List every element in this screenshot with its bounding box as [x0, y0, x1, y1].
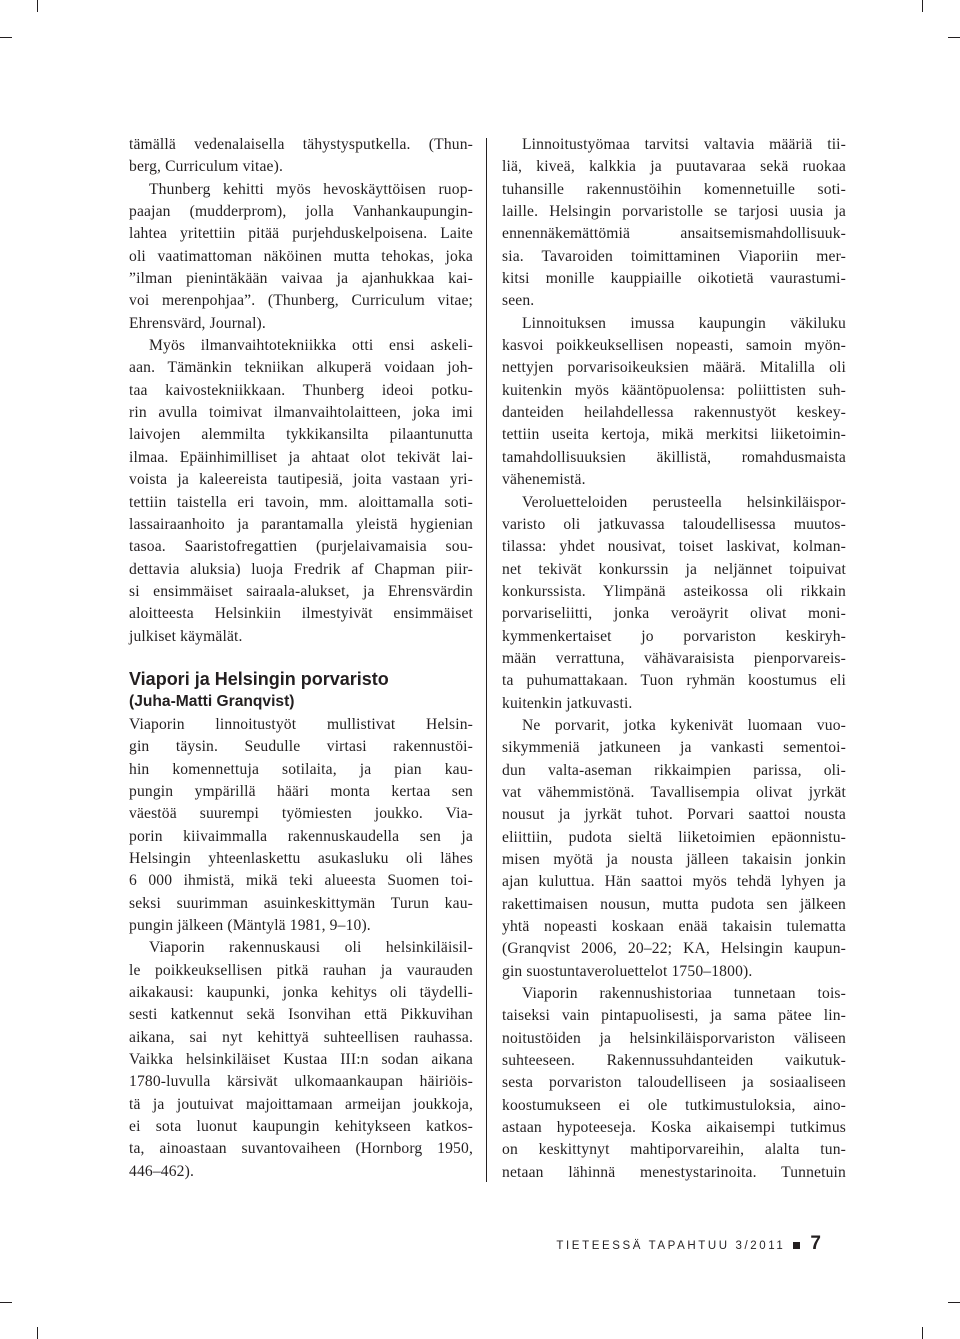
text-line: Helsingin yhteenlaskettu asukasluku oli lähes [129, 849, 473, 867]
text-line: nettyjen porvarisoikeuksien määrä. Mitalilla oli [502, 359, 846, 377]
text-line: ta puhumattakaan. Tuon ryhmän koostumus eli [502, 672, 846, 690]
text-line: misen myötä ja nousta jälleen takaisin jonkin [502, 851, 846, 868]
text-line: Viaporin linnoitustyöt mullistivat Helsin- [129, 715, 473, 733]
text-line: berg, Curriculum vitae). [129, 158, 284, 176]
text-line: rin avulla toimivat ilmanvaihtolaitteen, joka imi [129, 404, 473, 422]
left-text-column [129, 134, 473, 1183]
text-line: aikana, sai nyt kehittyä suhteellisen rauhassa. [129, 1028, 473, 1046]
text-line: 446–462). [129, 1162, 195, 1180]
text-line: dettavia aluksia) luoja Fredrik af Chapman piir- [129, 560, 473, 578]
text-line: kitsi monille kauppiaille oikotietä vaurastumi- [502, 270, 846, 288]
text-line: oli vaatimattoman näköinen mutta tehokas, joka [129, 247, 473, 265]
text-line: ilmaa. Epäinhimilliset ja ahtaat olot tekivät lai- [129, 448, 473, 466]
text-line: ta, ainoastaan suvantovaiheen (Hornborg 1950, [129, 1140, 473, 1158]
text-line: lassairaanhoito ja parantamalla yleistä hygienian [129, 515, 473, 533]
text-line: yhtä nopeasti koskaan enää takaisin tulematta [502, 918, 846, 936]
text-line: porin kiivaimmalla rakennuskaudella sen ja [129, 827, 473, 845]
text-line: vähenemistä. [502, 471, 586, 489]
text-line: noitustöiden ja helsinkiläisporvariston väliseen [502, 1029, 846, 1047]
text-line: eliittiin, pudota sieltä liiketoimien epäonnistu- [502, 828, 846, 846]
text-line: Thunberg kehitti myös hevoskäyttöisen ruop- [149, 180, 473, 198]
crop-mark-top-right [948, 37, 960, 38]
text-line: julkiset käymälät. [129, 627, 243, 645]
text-line: koostumukseen ei ole tutkimustuloksia, aino- [502, 1096, 846, 1114]
text-line: vat vähemmistönä. Tavallisempia olivat jyrkät [502, 783, 846, 801]
text-line: lahtea yritettiin pitää purjehduskelpoisena. Laite [129, 225, 473, 243]
text-line: paajan (mudderprom), jolla Vanhankaupungin- [129, 203, 473, 221]
text-line: tuhansille rakennustöihin komennetuille soti- [502, 180, 846, 198]
text-line: taa kaivostekniikkaan. Thunberg ideoi potku- [129, 381, 473, 399]
text-line: ”ilman pienintäkään vaivaa ja ajanhukkaa kai- [129, 270, 473, 288]
text-line: laille. Helsingin porvaristolle se tarjosi uusia ja [502, 203, 846, 221]
text-line: tilassa: yhdet nousivat, toiset laskivat, kolman- [502, 538, 846, 556]
text-line: Myös ilmanvaihtotekniikka otti ensi askeli- [149, 337, 473, 355]
crop-mark-bottom-right [948, 1302, 960, 1303]
text-line: Vaikka helsinkiläiset Kustaa III:n sodan aikana [129, 1051, 473, 1069]
text-line: Ne porvarit, jotka kykenivät luomaan vuo- [522, 716, 846, 734]
page-footer [556, 1233, 821, 1255]
text-line: ajan kuluttua. Hän saattoi myös tehdä lyhyen ja [502, 873, 846, 891]
text-line: gin suostuntaveroluettelot 1750–1800). [502, 962, 753, 980]
text-line: Viaporin rakennushistoriaa tunnetaan tois- [522, 985, 846, 1003]
text-line: net tekivät konkurssin ja neljännet toipuivat [502, 560, 846, 578]
text-line: laivojen alemmilta tykkikansilta pilaantunutta [129, 426, 473, 444]
text-line: Ehrensvärd, Journal). [129, 314, 266, 332]
column-divider [486, 138, 487, 1182]
text-line: tettiin taistella eri tavoin, mm. aloittamalla soti- [129, 493, 473, 511]
text-line: Linnoitustyömaa tarvitsi valtavia määriä tii- [522, 136, 846, 153]
right-text-column [502, 134, 846, 1184]
text-line: le poikkeuksellisen pitkä rauhan ja vaurauden [129, 961, 473, 979]
crop-mark-bottom-left-vertical [37, 1327, 38, 1339]
text-line: väestöä suurempi työmiesten joukko. Via- [129, 805, 473, 823]
text-line: hin komennettuja sotilaita, ja pian kau- [129, 760, 473, 778]
text-line: kymmenkertaiset jo porvariston keskiryh- [502, 627, 846, 645]
text-line: aan. Tämänkin tekniikan alkuperä voidaan joh- [129, 359, 473, 377]
text-line: (Granqvist 2006, 20–22; KA, Helsingin kaupun- [502, 940, 846, 958]
text-line: nousut ja jyrkät tuhot. Porvari saattoi nousta [502, 806, 846, 824]
text-line: si ensimmäiset sairaala-alukset, ja Ehrensvärdin [129, 582, 473, 600]
text-line: suhteeseen. Rakennussuhdanteiden vaikutuk- [502, 1052, 846, 1070]
text-line: seksi suurimman asuinkeskittymän Turun kau- [129, 894, 473, 912]
text-line: ei sota luonut kaupungin kehitykseen katkos- [129, 1118, 473, 1136]
text-line: kuitenkin myös kääntöpuolensa: poliittisten suh- [502, 381, 846, 399]
text-line: netaan lähinnä menestystarinoita. Tunnetuin [502, 1163, 846, 1181]
text-line: porvariseliitti, jonka veroäyrit olivat moni- [502, 605, 846, 623]
text-line: konkurssista. Ylimpänä asteikossa oli rikkain [502, 582, 846, 600]
text-line: on keskittynyt mahtiporvareihin, alalta tun- [502, 1141, 846, 1159]
text-line: kuitenkin jatkuvasti. [502, 694, 633, 712]
text-line: astaan hypoteeseja. Koska aikaisempi tutkimus [502, 1119, 846, 1137]
crop-mark-bottom-left [0, 1302, 12, 1303]
text-line: tamahdollisuuksien äkillistä, romahdusmaista [502, 448, 846, 466]
magazine-name: TIETEESSÄ TAPAHTUU 3/2011 [556, 1240, 786, 1252]
text-line: sikymmeniä jatkuneen ja vankasti sementoi- [502, 739, 846, 757]
text-line: tä ja joutuivat majoittamaan armeijan joukkoja, [129, 1095, 473, 1113]
text-line: Linnoituksen imussa kaupungin väkiluku [522, 314, 846, 332]
text-line: aikakausi: kaupunki, jonka kehitys oli täydelli- [129, 984, 473, 1002]
text-line: sia. Tavaroiden toimittaminen Viaporiin mer- [502, 247, 846, 265]
crop-mark-bottom-right-vertical [922, 1327, 923, 1339]
crop-mark-top-left-vertical [37, 0, 38, 12]
text-line: gin täysin. Seudulle virtasi rakennustöi- [129, 738, 473, 756]
text-line: sesta porvariston taloudelliseen ja sosiaaliseen [502, 1074, 846, 1092]
text-line: tämällä vedenalaisella tähystysputkella. (Thun- [129, 136, 473, 153]
text-line: mään verrattuna, vähävaraisista pienporvareis- [502, 649, 846, 667]
square-bullet-icon [793, 1242, 800, 1249]
text-line: varisto oli jatkuvassa taloudellisessa muutos- [502, 515, 846, 533]
text-line: liä, kiveä, kalkkia ja puutavaraa sekä ruokaa [502, 158, 846, 176]
text-line: pungin jälkeen (Mäntylä 1981, 9–10). [129, 917, 371, 934]
text-line: voi merenpohjaa”. (Thunberg, Curriculum vitae; [129, 292, 473, 310]
text-line: rakettimaisen nousun, mutta pudota sen jälkeen [502, 895, 846, 913]
text-line: sesti katkennut sekä Isonvihan että Pikkuvihan [129, 1006, 473, 1024]
section-author: (Juha-Matti Granqvist) [129, 692, 295, 710]
section-heading: Viapori ja Helsingin porvaristo [129, 668, 389, 689]
text-line: voista ja kaleereista tautipesiä, joita vastaan yri- [129, 471, 473, 489]
text-line: dun valta-aseman rikkaimpien parissa, oli- [502, 761, 846, 779]
text-line: Viaporin rakennuskausi oli helsinkiläisil- [149, 939, 473, 957]
text-line: kasvoi poikkeuksellisen nopeasti, samoin myön- [502, 337, 846, 355]
crop-mark-top-left [0, 37, 12, 38]
crop-mark-top-right-vertical [922, 0, 923, 12]
text-line: pungin ympärillä hääri monta kertaa sen [129, 782, 473, 800]
text-line: 1780-luvulla kärsivät ulkomaankaupan häiriöis- [129, 1073, 473, 1091]
text-line: 6 000 ihmistä, mikä teki alueesta Suomen toi- [129, 872, 473, 890]
text-line: seen. [502, 292, 535, 310]
text-line: tettiin useita kertoja, mikä merkitsi liiketoimin- [502, 426, 846, 444]
text-line: tasoa. Saaristofregattien (purjelaivamaisia sou- [129, 538, 473, 556]
text-line: taiseksi vain pintapuolisesti, ja sama pätee lin- [502, 1007, 846, 1025]
text-line: Veroluetteloiden perusteella helsinkiläispor- [522, 493, 846, 511]
page-number: 7 [810, 1233, 821, 1254]
text-line: aloitteesta Helsinkiin ilmestyivät ensimmäiset [129, 605, 473, 623]
text-line: ennennäkemättömiä ansaitsemismahdollisuuk- [502, 225, 846, 243]
text-line: danteiden heilahdellessa rakennustyöt keskey- [502, 404, 846, 422]
